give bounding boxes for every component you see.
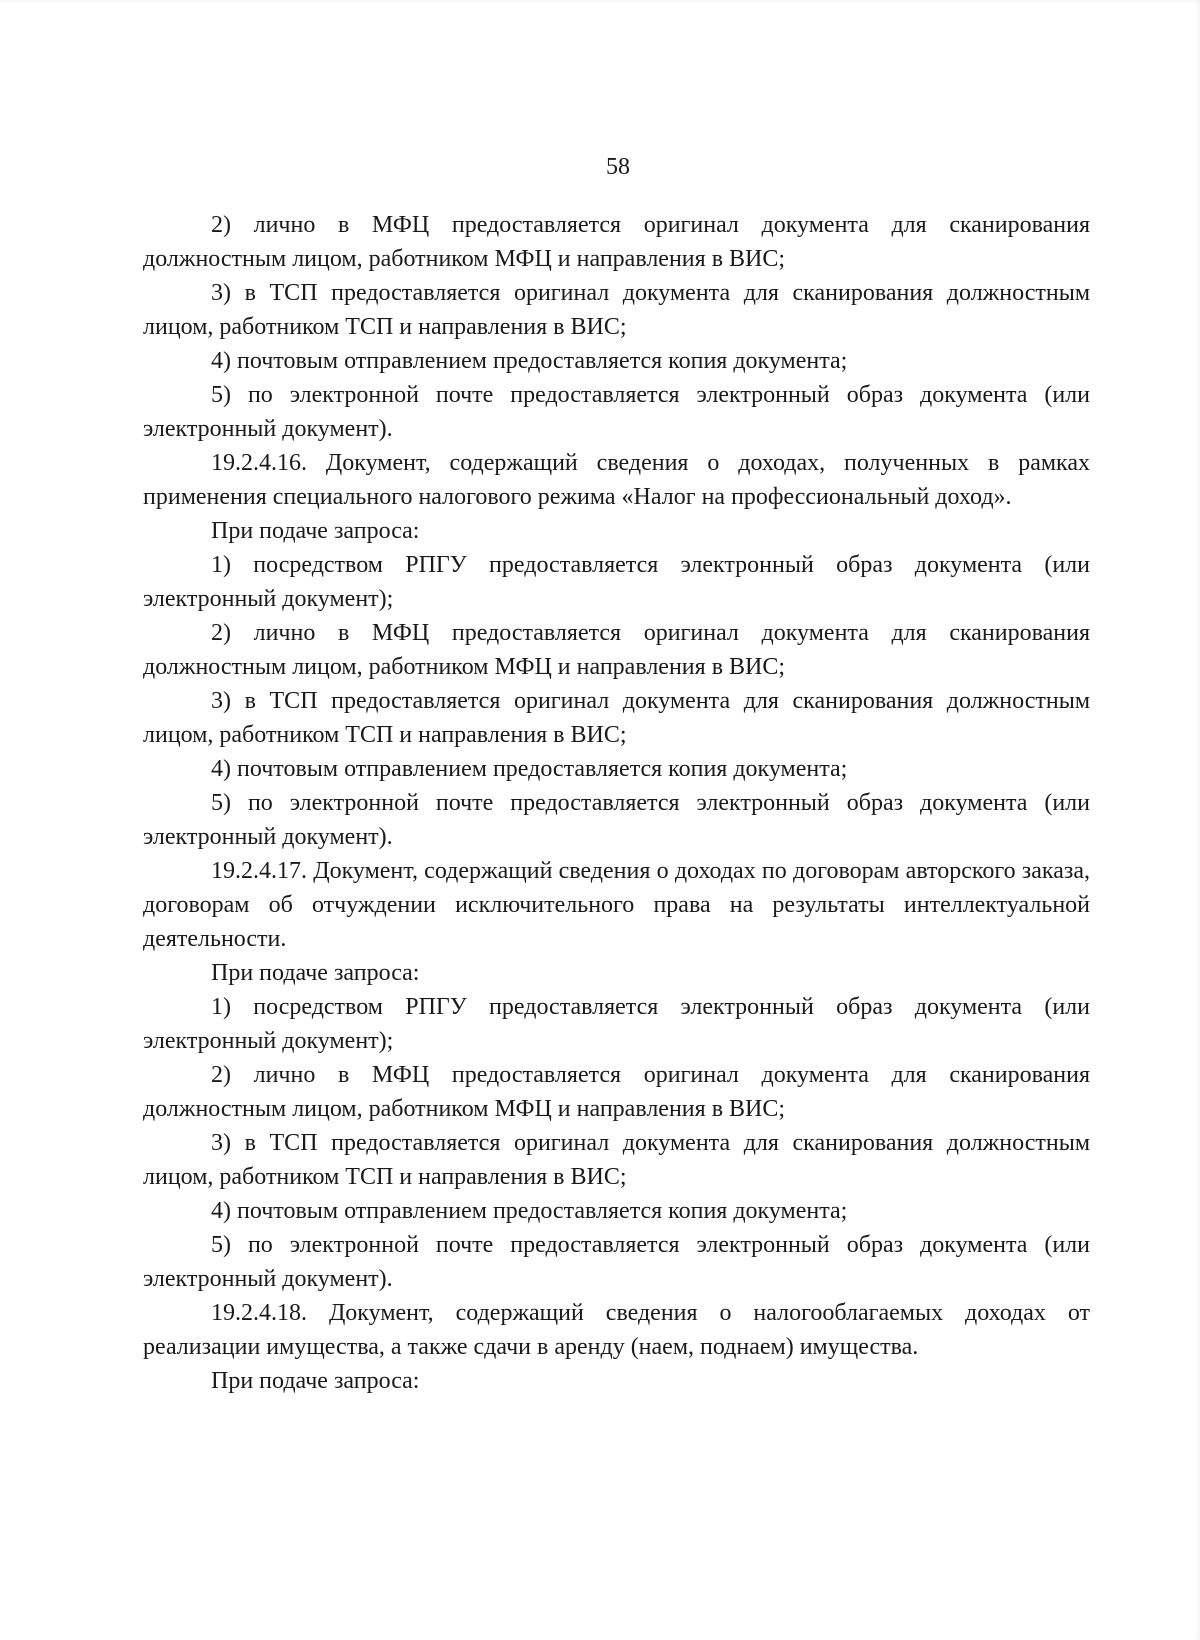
paragraph: 1) посредством РПГУ предоставляется электронный образ документа (или электронный документ); bbox=[143, 994, 1090, 1054]
paragraph: При подаче запроса: bbox=[211, 1368, 420, 1394]
section-heading-19-2-4-16: 19.2.4.16. Документ, содержащий сведения о доходах, полученных в рамках применения специального налогового режима «Налог на профессиональный доход». bbox=[143, 450, 1090, 510]
document-body bbox=[143, 208, 1090, 1398]
paragraph: 2) лично в МФЦ предоставляется оригинал документа для сканирования должностным лицом, работником МФЦ и направления в ВИС; bbox=[143, 620, 1090, 680]
paragraph: 3) в ТСП предоставляется оригинал документа для сканирования должностным лицом, работником ТСП и направления в ВИС; bbox=[143, 1130, 1090, 1190]
paragraph: 5) по электронной почте предоставляется электронный образ документа (или электронный документ). bbox=[143, 790, 1090, 850]
paragraph: 3) в ТСП предоставляется оригинал документа для сканирования должностным лицом, работником ТСП и направления в ВИС; bbox=[143, 688, 1090, 748]
paragraph: 4) почтовым отправлением предоставляется копия документа; bbox=[211, 348, 848, 374]
paragraph: 5) по электронной почте предоставляется электронный образ документа (или электронный документ). bbox=[143, 382, 1090, 442]
paragraph: 3) в ТСП предоставляется оригинал документа для сканирования должностным лицом, работником ТСП и направления в ВИС; bbox=[143, 280, 1090, 340]
paragraph: 1) посредством РПГУ предоставляется электронный образ документа (или электронный документ); bbox=[143, 552, 1090, 612]
paragraph: 4) почтовым отправлением предоставляется копия документа; bbox=[211, 756, 848, 782]
paragraph: 2) лично в МФЦ предоставляется оригинал документа для сканирования должностным лицом, работником МФЦ и направления в ВИС; bbox=[143, 1062, 1090, 1122]
paragraph: При подаче запроса: bbox=[211, 960, 420, 986]
paragraph: При подаче запроса: bbox=[211, 518, 420, 544]
paragraph: 5) по электронной почте предоставляется электронный образ документа (или электронный документ). bbox=[143, 1232, 1090, 1292]
section-heading-19-2-4-18: 19.2.4.18. Документ, содержащий сведения о налогооблагаемых доходах от реализации имущества, а также сдачи в аренду (наем, поднаем) имущества. bbox=[143, 1300, 1090, 1360]
section-heading-19-2-4-17: 19.2.4.17. Документ, содержащий сведения о доходах по договорам авторского заказа, договорам об отчуждении исключительного права на результаты интеллектуальной деятельности. bbox=[143, 858, 1090, 952]
paragraph: 2) лично в МФЦ предоставляется оригинал документа для сканирования должностным лицом, работником МФЦ и направления в ВИС; bbox=[143, 212, 1090, 272]
page-number: 58 bbox=[606, 154, 630, 180]
paragraph: 4) почтовым отправлением предоставляется копия документа; bbox=[211, 1198, 848, 1224]
